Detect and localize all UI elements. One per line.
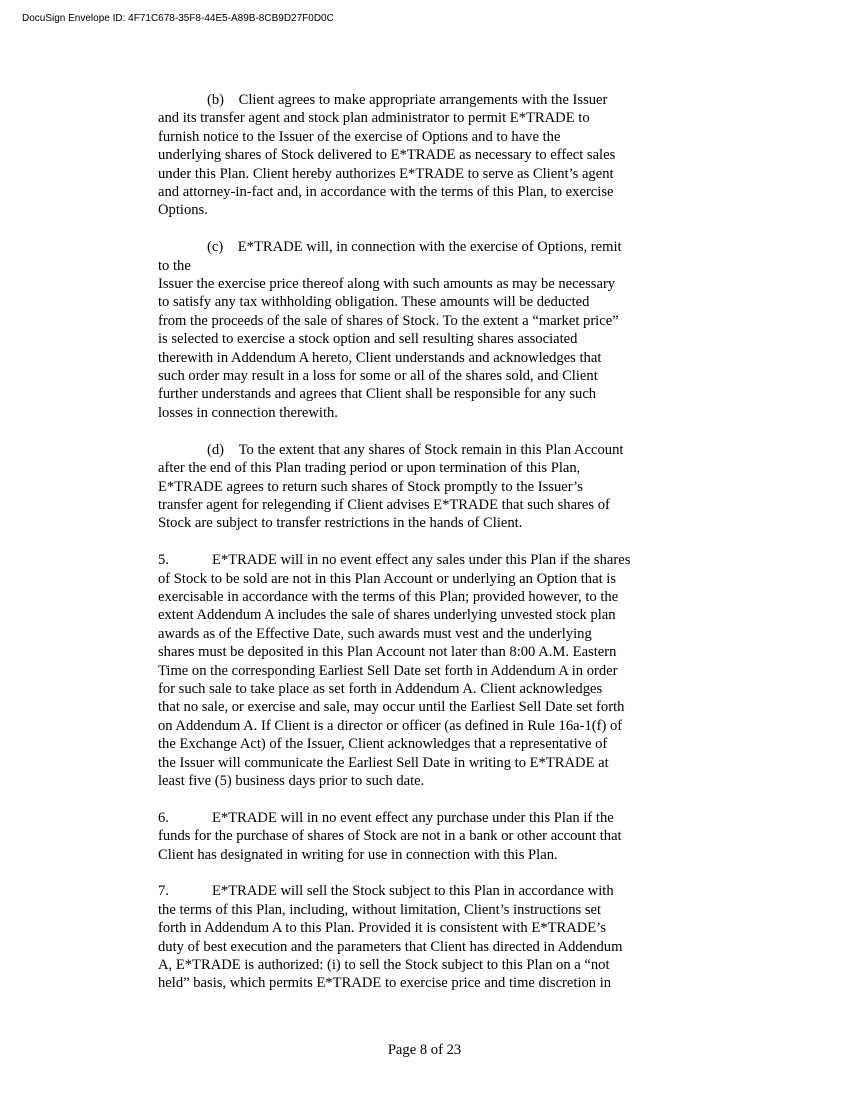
section-number: 7. bbox=[158, 883, 169, 900]
text-line: held” basis, which permits E*TRADE to exercise price and time discretion in bbox=[158, 975, 612, 992]
paragraph-b bbox=[158, 91, 698, 220]
text-line: awards as of the Effective Date, such awards must vest and the underlying bbox=[158, 625, 592, 642]
text-line: forth in Addendum A to this Plan. Provided it is consistent with E*TRADE’s bbox=[158, 920, 606, 937]
docusign-envelope-id: DocuSign Envelope ID: 4F71C678-35F8-44E5-A89B-8CB9D27F0D0C bbox=[22, 13, 334, 24]
text-line: losses in connection therewith. bbox=[158, 404, 338, 421]
text-line: E*TRADE will, in connection with the exercise of Options, remit bbox=[237, 239, 622, 256]
paragraph-lead: (d) bbox=[207, 441, 225, 458]
text-line: such order may result in a loss for some or all of the shares sold, and Client bbox=[158, 368, 598, 385]
text-line: to the bbox=[158, 257, 191, 274]
text-line: after the end of this Plan trading period or upon termination of this Plan, bbox=[158, 460, 581, 477]
text-line: A, E*TRADE is authorized: (i) to sell the Stock subject to this Plan on a “not bbox=[158, 957, 610, 974]
text-line: the Exchange Act) of the Issuer, Client acknowledges that a representative of bbox=[158, 736, 608, 753]
text-line: Options. bbox=[158, 202, 208, 219]
text-line: Issuer the exercise price thereof along with such amounts as may be necessary bbox=[158, 276, 616, 293]
section-6 bbox=[158, 809, 698, 864]
text-line: therewith in Addendum A hereto, Client understands and acknowledges that bbox=[158, 349, 602, 366]
text-line: To the extent that any shares of Stock remain in this Plan Account bbox=[238, 441, 624, 458]
text-line: exercisable in accordance with the terms of this Plan; provided however, to the bbox=[158, 588, 619, 605]
text-line: transfer agent for relegending if Client advises E*TRADE that such shares of bbox=[158, 496, 610, 513]
paragraph-lead: (b) bbox=[207, 92, 225, 108]
text-line: shares must be deposited in this Plan Account not later than 8:00 A.M. Eastern bbox=[158, 644, 617, 661]
text-line: underlying shares of Stock delivered to E*TRADE as necessary to effect sales bbox=[158, 147, 616, 164]
text-line: E*TRADE will in no event effect any sales under this Plan if the shares bbox=[212, 552, 631, 569]
text-line: and attorney-in-fact and, in accordance with the terms of this Plan, to exercise bbox=[158, 184, 614, 201]
document-body bbox=[158, 91, 698, 1011]
section-5 bbox=[158, 551, 698, 790]
text-line: Time on the corresponding Earliest Sell Date set forth in Addendum A in order bbox=[158, 662, 618, 679]
paragraph-first-line bbox=[158, 882, 698, 900]
text-line: furnish notice to the Issuer of the exercise of Options and to have the bbox=[158, 128, 561, 145]
paragraph-first-line bbox=[158, 238, 698, 256]
section-number: 5. bbox=[158, 552, 169, 569]
text-line: under this Plan. Client hereby authorizes E*TRADE to serve as Client’s agent bbox=[158, 165, 614, 182]
paragraph-c bbox=[158, 238, 698, 422]
text-line: that no sale, or exercise and sale, may occur until the Earliest Sell Date set forth bbox=[158, 699, 625, 716]
text-line: further understands and agrees that Client shall be responsible for any such bbox=[158, 386, 597, 403]
paragraph-first-line bbox=[158, 809, 698, 827]
page-number: Page 8 of 23 bbox=[387, 1042, 462, 1058]
paragraph-first-line bbox=[158, 551, 698, 569]
text-line: least five (5) business days prior to such date. bbox=[158, 772, 425, 789]
paragraph-first-line bbox=[158, 441, 698, 459]
text-line: E*TRADE will in no event effect any purchase under this Plan if the bbox=[212, 809, 614, 826]
text-line: duty of best execution and the parameters that Client has directed in Addendum bbox=[158, 938, 623, 955]
section-7 bbox=[158, 882, 698, 992]
text-line: on Addendum A. If Client is a director or officer (as defined in Rule 16a-1(f) of bbox=[158, 717, 623, 734]
paragraph-lead: (c) bbox=[207, 239, 224, 256]
paragraph-first-line bbox=[158, 91, 698, 109]
text-line: the Issuer will communicate the Earliest Sell Date in writing to E*TRADE at bbox=[158, 754, 609, 771]
text-line: of Stock to be sold are not in this Plan Account or underlying an Option that is bbox=[158, 570, 617, 587]
text-line: funds for the purchase of shares of Stock are not in a bank or other account that bbox=[158, 828, 622, 845]
text-line: to satisfy any tax withholding obligation. These amounts will be deducted bbox=[158, 294, 590, 311]
text-line: extent Addendum A includes the sale of shares underlying unvested stock plan bbox=[158, 607, 616, 624]
section-number: 6. bbox=[158, 809, 169, 826]
text-line: the terms of this Plan, including, without limitation, Client’s instructions set bbox=[158, 901, 602, 918]
text-line: E*TRADE will sell the Stock subject to this Plan in accordance with bbox=[212, 883, 614, 900]
text-line: Client agrees to make appropriate arrangements with the Issuer bbox=[238, 92, 608, 108]
text-line: and its transfer agent and stock plan administrator to permit E*TRADE to bbox=[158, 110, 590, 127]
text-line: from the proceeds of the sale of shares of Stock. To the extent a “market price” bbox=[158, 312, 619, 329]
text-line: E*TRADE agrees to return such shares of Stock promptly to the Issuer’s bbox=[158, 478, 583, 495]
text-line: Client has designated in writing for use in connection with this Plan. bbox=[158, 846, 558, 863]
text-line: is selected to exercise a stock option and sell resulting shares associated bbox=[158, 331, 578, 348]
text-line: Stock are subject to transfer restrictions in the hands of Client. bbox=[158, 515, 523, 532]
paragraph-d bbox=[158, 441, 698, 533]
text-line: for such sale to take place as set forth in Addendum A. Client acknowledges bbox=[158, 680, 603, 697]
